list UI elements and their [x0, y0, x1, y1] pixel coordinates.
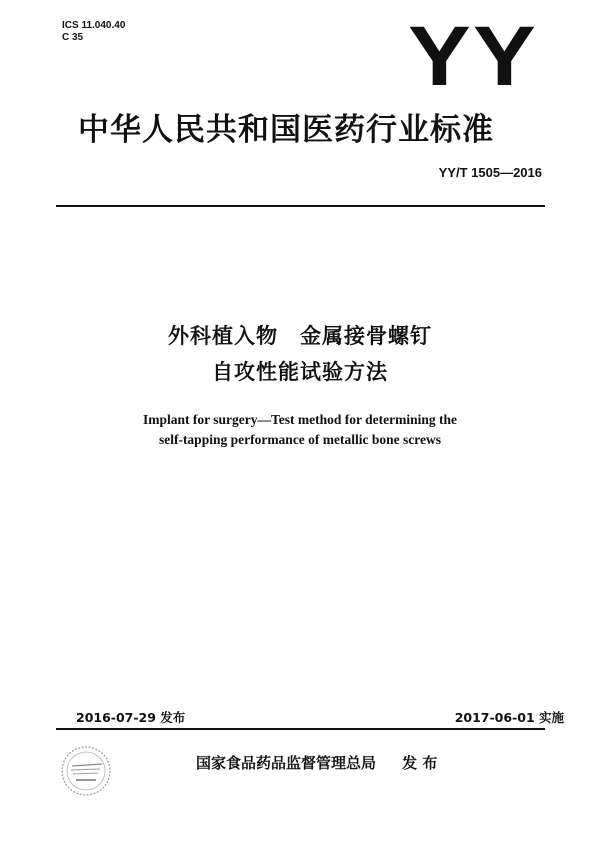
bottom-divider	[56, 728, 545, 730]
ccs-code: C 35	[62, 32, 84, 43]
standard-category-title: 中华人民共和国医药行业标准	[78, 112, 494, 148]
english-title-line-2: self-tapping performance of metallic bone screws	[158, 432, 442, 447]
english-title-line-1: Implant for surgery—Test method for determining the	[143, 412, 457, 427]
chinese-title-line-2: 自攻性能试验方法	[212, 360, 388, 384]
classification-codes	[62, 20, 125, 44]
issue-date: 2016-07-29 发布	[76, 710, 186, 725]
ics-code: ICS 11.040.40	[62, 20, 126, 31]
seal-stamp-icon	[60, 742, 112, 800]
publish-action: 发 布	[402, 754, 438, 772]
publisher-line	[196, 752, 437, 773]
chinese-title-line-1: 外科植入物 金属接骨螺钉	[168, 324, 432, 348]
implementation-date: 2017-06-01 实施	[454, 710, 564, 725]
publisher-name: 国家食品药品监督管理总局	[196, 754, 377, 772]
yy-logo: YY	[408, 9, 538, 103]
top-divider	[56, 205, 545, 207]
standard-number: YY/T 1505—2016	[438, 165, 542, 180]
